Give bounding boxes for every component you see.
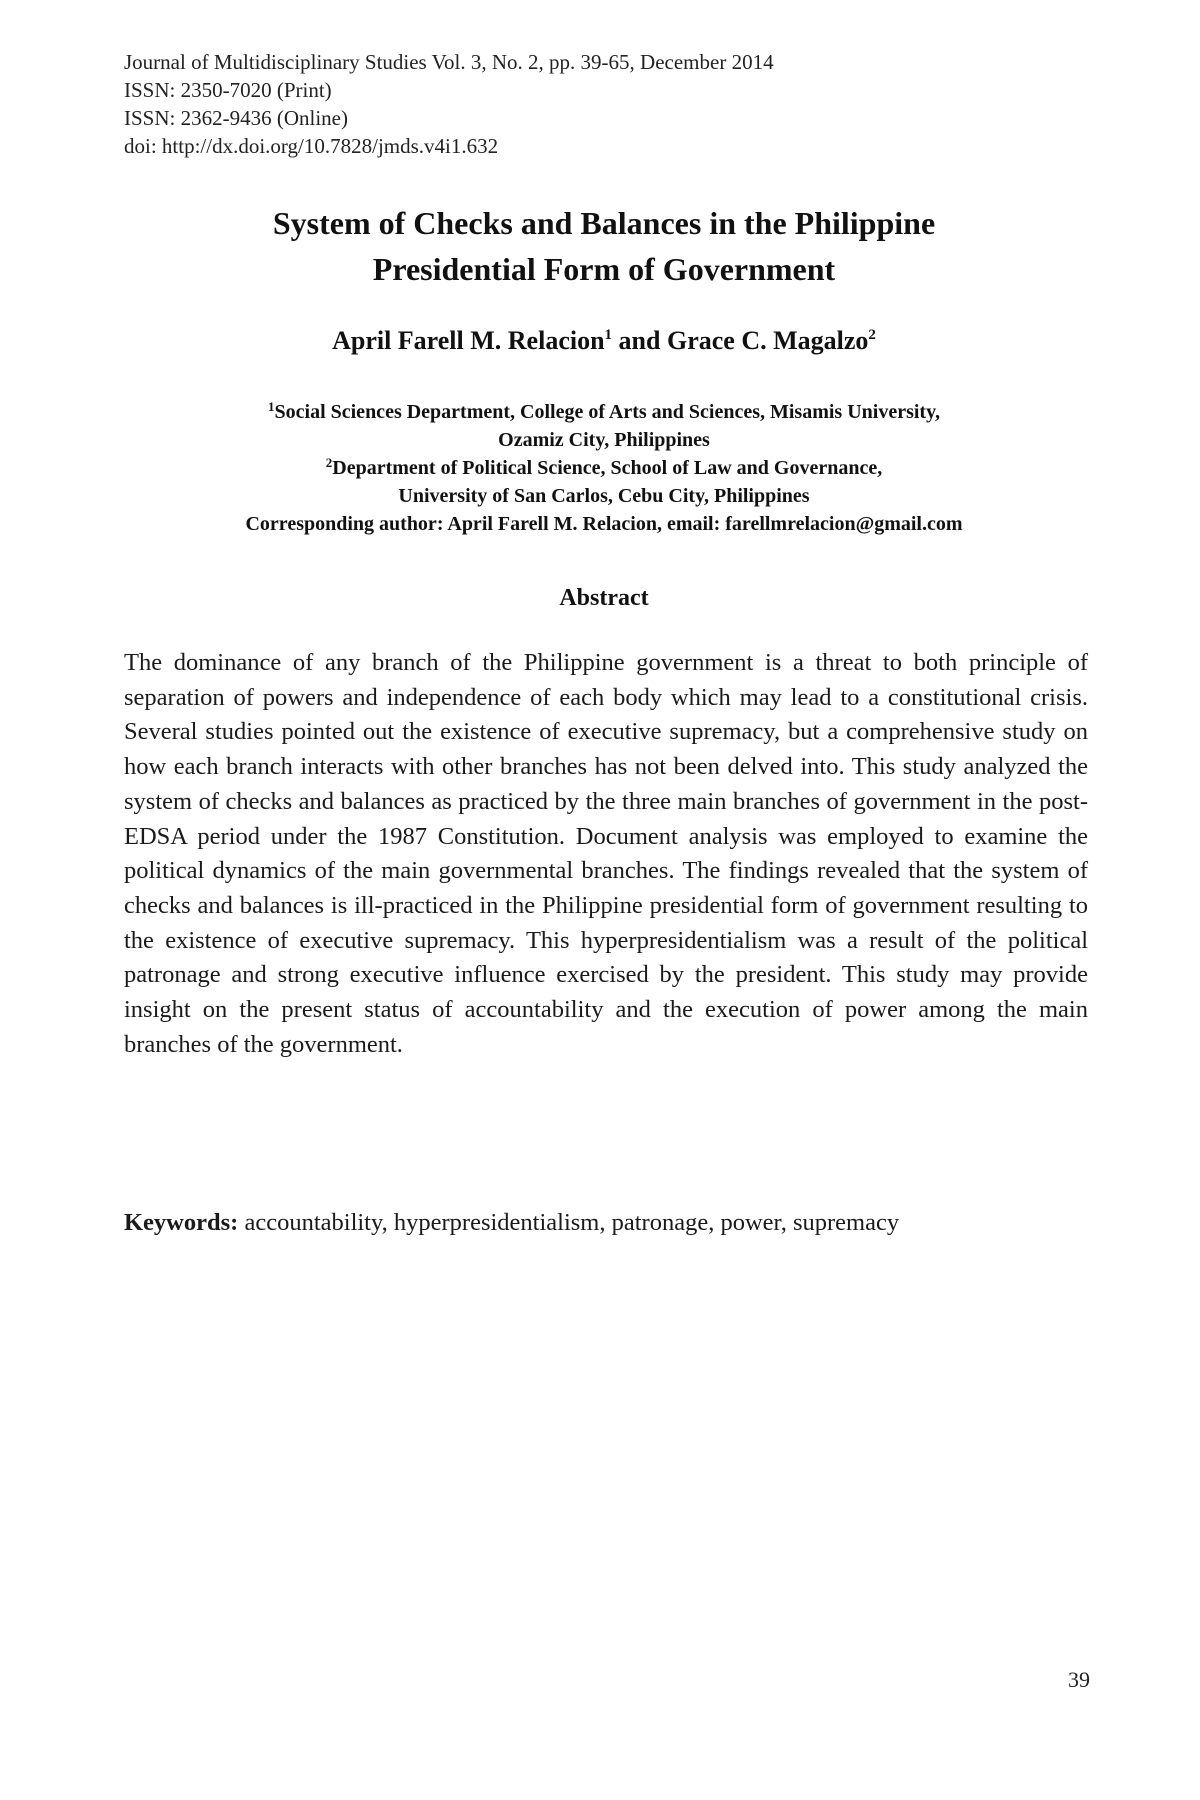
- author-2-affiliation-mark: 2: [868, 327, 876, 343]
- affiliation-1-mark: 1: [268, 399, 275, 414]
- author-list: [124, 324, 1084, 358]
- keywords-label: Keywords:: [124, 1209, 239, 1236]
- issn-online: ISSN: 2362-9436 (Online): [124, 106, 348, 130]
- author-1-name: April Farell M. Relacion: [332, 326, 605, 355]
- affiliation-1-text: Social Sciences Department, College of Arts and Sciences, Misamis University,: [274, 401, 940, 423]
- doi-link[interactable]: doi: http://dx.doi.org/10.7828/jmds.v4i1.632: [124, 134, 499, 158]
- journal-citation: Journal of Multidisciplinary Studies Vol. 3, No. 2, pp. 39-65, December 2014: [124, 50, 774, 74]
- author-connector: and: [612, 326, 667, 355]
- affiliation-2-mark: 2: [325, 455, 333, 470]
- keywords-list: accountability, hyperpresidentialism, patronage, power, supremacy: [238, 1209, 900, 1236]
- affiliation-1-line-1: [124, 398, 1084, 426]
- title-line-2: Presidential Form of Government: [372, 251, 836, 287]
- corresponding-author: Corresponding author: April Farell M. Relacion, email: farellmrelacion@gmail.com: [245, 513, 963, 535]
- affiliation-2-line-1: [124, 454, 1084, 482]
- affiliation-2-line-2: University of San Carlos, Cebu City, Philippines: [398, 485, 810, 507]
- keywords: [124, 1206, 1088, 1240]
- abstract-heading: Abstract: [559, 585, 649, 611]
- page-number: 39: [1068, 1667, 1090, 1692]
- affiliations: [124, 398, 1084, 538]
- issn-print: ISSN: 2350-7020 (Print): [124, 78, 332, 102]
- journal-header: [124, 48, 1084, 160]
- paper-title: [124, 200, 1084, 292]
- affiliation-1-line-2: Ozamiz City, Philippines: [498, 429, 710, 451]
- abstract-text: The dominance of any branch of the Philippine government is a threat to both principle of separation of powers and independence of each body which may lead to a constitutional crisis. Several studies pointed out the existence of executive supremacy, but a comprehensive study on how each branch interacts with other branches has not been delved into. This study analyzed the system of checks and balances as practiced by the three main branches of government in the post-EDSA period under the 1987 Constitution. Document analysis was employed to examine the political dynamics of the main governmental branches. The findings revealed that the system of checks and balances is ill-practiced in the Philippine presidential form of government resulting to the existence of executive supremacy. This hyperpresidentialism was a result of the political patronage and strong executive influence exercised by the president. This study may provide insight on the present status of accountability and the execution of power among the main branches of the government.: [124, 649, 1088, 1058]
- author-2-name: Grace C. Magalzo: [666, 326, 869, 355]
- affiliation-2-text: Department of Political Science, School of Law and Governance,: [332, 457, 883, 479]
- author-1-affiliation-mark: 1: [604, 327, 613, 343]
- title-line-1: System of Checks and Balances in the Philippine: [272, 205, 936, 241]
